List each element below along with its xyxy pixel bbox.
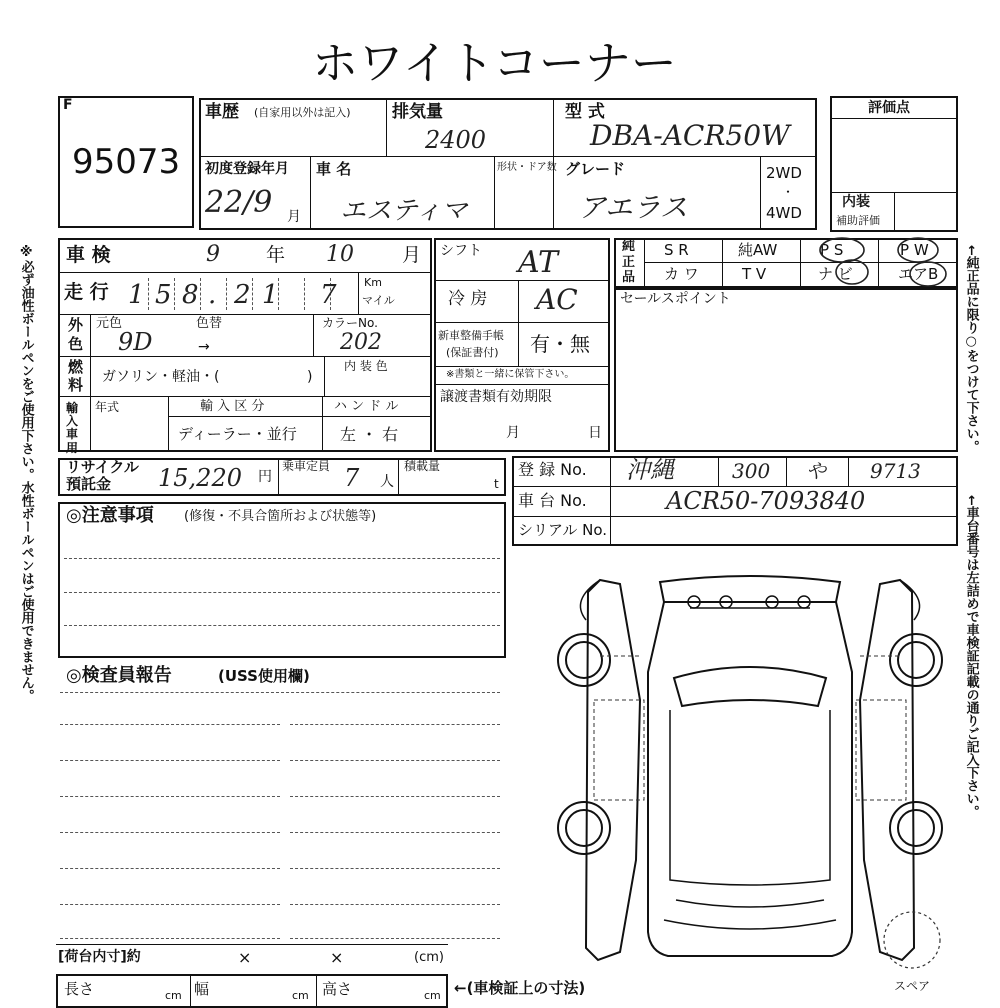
right-note-chassis: ←車台番号は左詰めで車検証記載の通りご記入下さい。: [963, 495, 979, 818]
load-label: 積載量: [404, 459, 441, 473]
manual-label-2: (保証書付): [446, 346, 499, 359]
width-unit: cm: [292, 989, 309, 1002]
transfer-doc-month: 月: [506, 425, 520, 441]
equipment-sr[interactable]: S R: [664, 241, 689, 259]
height-label: 高さ: [322, 980, 353, 998]
equipment-pw[interactable]: P W: [900, 241, 929, 259]
equipment-circle-marks: [800, 236, 960, 292]
right-note-equipment: ←純正品に限り○をつけて下さい。: [963, 245, 979, 453]
recycle-unit: 円: [258, 469, 272, 485]
drive-2wd[interactable]: 2WD: [766, 164, 802, 182]
car-diagram[interactable]: [540, 560, 960, 980]
lot-number: 95073: [72, 142, 181, 182]
mileage-digit-6[interactable]: 1: [262, 280, 279, 310]
left-note: ※必ず油性ボールペンをご使用下さい。水性ボールペンはご使用できません。: [18, 245, 34, 702]
chassis-value[interactable]: ACR50-7093840: [666, 487, 866, 515]
first-registration-label: 初度登録年月: [205, 161, 289, 177]
load-unit: t: [494, 477, 499, 491]
cargo-times-2: ×: [330, 948, 344, 967]
aircon-value[interactable]: AC: [536, 283, 578, 316]
original-color-label: 元色: [96, 316, 123, 331]
pw-circle-mark: [898, 238, 938, 262]
length-unit: cm: [165, 989, 182, 1002]
original-color-value[interactable]: 9D: [118, 328, 153, 356]
page-title: ホワイトコーナー: [312, 36, 677, 90]
equipment-ps[interactable]: P S: [820, 241, 844, 259]
equipment-label-top: 純: [622, 239, 636, 254]
displacement-value[interactable]: 2400: [425, 126, 487, 154]
chassis-label: 車 台 No.: [518, 491, 587, 510]
equipment-aw[interactable]: 純AW: [738, 241, 778, 259]
color-label-a: 外: [68, 316, 84, 334]
registration-number[interactable]: 9713: [870, 459, 921, 483]
shift-label: シフト: [440, 243, 482, 259]
width-label: 幅: [194, 980, 210, 998]
car-name-label: 車 名: [316, 160, 352, 178]
steering-options[interactable]: 左 ・ 右: [340, 425, 399, 444]
equipment-navi[interactable]: ナ ビ: [818, 265, 853, 283]
first-registration-value[interactable]: 22/9: [205, 185, 273, 220]
manual-note: ※書類と一緒に保管下さい。: [446, 369, 575, 380]
body-doors-label: 形状・ドア数: [497, 162, 557, 173]
equipment-label-mid: 正: [622, 255, 636, 270]
model-label: 型 式: [565, 102, 605, 122]
cargo-unit: (cm): [414, 950, 444, 965]
registration-kana[interactable]: や: [806, 459, 826, 483]
dims-note: ←(車検証上の寸法): [454, 979, 586, 997]
caution-note: (修復・不具合箇所および状態等): [184, 509, 377, 524]
sales-point-label: セールスポイント: [620, 291, 731, 307]
manual-label-1: 新車整備手帳: [438, 329, 504, 342]
spare-label: スペア: [894, 979, 931, 993]
inspector-note: (USS使用欄): [218, 667, 310, 685]
interior-sublabel: 補助評価: [836, 214, 880, 227]
caution-label: ◎注意事項: [66, 505, 154, 526]
car-history-note: (自家用以外は記入): [254, 106, 351, 119]
shaken-month-unit: 月: [402, 244, 422, 266]
transfer-doc-label: 譲渡書類有効期限: [440, 389, 552, 405]
registration-area[interactable]: 沖縄: [626, 456, 674, 484]
grade-label: グレード: [565, 160, 626, 178]
sales-point-box: [614, 288, 958, 452]
mileage-digit-2[interactable]: 5: [155, 280, 172, 310]
transfer-doc-day: 日: [588, 425, 602, 441]
mileage-unit-mile: マイル: [362, 294, 395, 307]
mileage-digit-3[interactable]: 8: [182, 280, 199, 310]
mileage-digit-4[interactable]: .: [208, 280, 217, 310]
import-year-label: 年式: [95, 400, 120, 414]
shaken-label: 車 検: [66, 244, 111, 266]
interior-color-label: 内 装 色: [344, 359, 388, 373]
capacity-label: 乗車定員: [282, 459, 331, 473]
first-registration-unit: 月: [287, 209, 301, 225]
drive-dot: ・: [782, 185, 795, 199]
aircon-label: 冷 房: [448, 289, 488, 309]
inspector-label: ◎検査員報告: [66, 665, 172, 686]
color-change-label: 色替: [196, 316, 223, 331]
fuel-close: ): [307, 369, 313, 385]
mileage-digit-7[interactable]: 7: [320, 280, 337, 310]
spare-tire-circle: [884, 912, 940, 968]
shift-value[interactable]: AT: [518, 245, 559, 280]
grade-value[interactable]: アエラス: [578, 191, 688, 224]
fuel-label-b: 料: [68, 376, 84, 394]
mileage-digit-5[interactable]: 2: [234, 280, 251, 310]
displacement-label: 排気量: [392, 102, 443, 122]
cargo-label: [荷台内寸]約: [58, 949, 141, 965]
recycle-value[interactable]: 15,220: [158, 464, 242, 492]
interior-label: 内装: [842, 194, 870, 210]
color-arrow: →: [198, 339, 210, 355]
color-code-label: カラーNo.: [322, 316, 378, 330]
shaken-year-unit: 年: [266, 244, 286, 266]
steering-label: ハ ン ド ル: [334, 399, 399, 414]
capacity-value[interactable]: 7: [344, 464, 360, 492]
recycle-label-1: リサイクル: [66, 458, 139, 476]
height-unit: cm: [424, 989, 441, 1002]
equipment-airbag[interactable]: エアB: [898, 265, 939, 283]
cargo-times-1: ×: [238, 948, 252, 967]
capacity-unit: 人: [380, 474, 394, 490]
import-type-options[interactable]: ディーラー・並行: [178, 425, 297, 443]
dims-block: [56, 974, 448, 1008]
color-label-b: 色: [68, 335, 84, 353]
lot-mark: F: [63, 97, 73, 113]
model-value[interactable]: DBA-ACR50W: [590, 119, 790, 152]
mileage-label: 走 行: [64, 281, 109, 303]
import-label: 輸入車用: [66, 401, 79, 455]
fuel-label-a: 燃: [68, 358, 84, 376]
car-name-value[interactable]: エスティマ: [340, 196, 468, 226]
equipment-tv[interactable]: T V: [742, 265, 767, 283]
mileage-unit-km: Km: [364, 276, 382, 289]
drive-4wd[interactable]: 4WD: [766, 204, 802, 222]
equipment-leather[interactable]: カ ワ: [664, 265, 699, 283]
serial-label: シリアル No.: [518, 521, 608, 539]
equipment-label-bot: 品: [622, 270, 636, 285]
color-code-value[interactable]: 202: [340, 330, 382, 355]
registration-class[interactable]: 300: [732, 459, 771, 483]
manual-options[interactable]: 有・無: [530, 332, 590, 356]
car-history-label: 車歴: [205, 102, 239, 122]
airbag-circle-mark: [910, 262, 946, 286]
fuel-options[interactable]: ガソリン・軽油・(: [102, 369, 220, 385]
shaken-month[interactable]: 10: [326, 242, 354, 267]
import-type-label: 輸 入 区 分: [200, 399, 265, 414]
length-label: 長さ: [64, 980, 95, 998]
ps-circle-mark: [820, 238, 864, 262]
registration-label: 登 録 No.: [518, 460, 587, 479]
mileage-digit-1[interactable]: 1: [128, 280, 145, 310]
navi-circle-mark: [836, 260, 868, 284]
recycle-label-2: 預託金: [66, 475, 112, 493]
shaken-year[interactable]: 9: [206, 242, 220, 267]
score-label: 評価点: [868, 100, 910, 116]
